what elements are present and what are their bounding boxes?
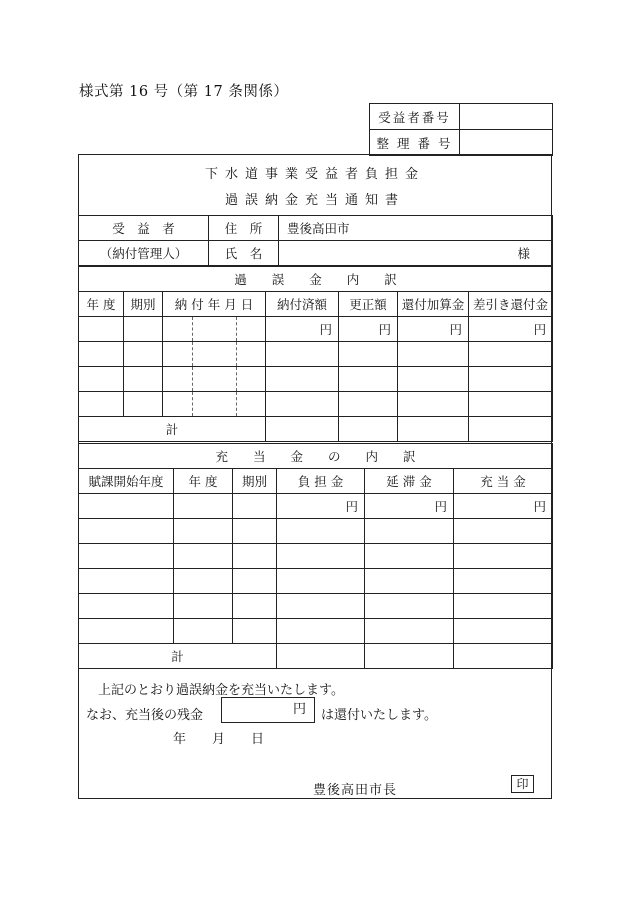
charge-unit[interactable]: 円 bbox=[277, 494, 365, 519]
reference-number-label: 整 理 番 号 bbox=[370, 130, 460, 156]
col-allot-period: 期別 bbox=[233, 469, 277, 494]
col-net-refund: 差引き還付金 bbox=[469, 292, 553, 317]
form-number-label: 様式第 16 号（第 17 条関係） bbox=[79, 84, 289, 100]
col-corrected-amount: 更正額 bbox=[339, 292, 398, 317]
title-line-2: 過誤納金充当通知書 bbox=[224, 193, 405, 208]
remainder-suffix: は還付いたします。 bbox=[321, 708, 437, 723]
table-row bbox=[79, 569, 553, 594]
col-late-fee: 延 滞 金 bbox=[365, 469, 454, 494]
col-period: 期別 bbox=[124, 292, 163, 317]
remainder-amount-field[interactable]: 円 bbox=[221, 697, 315, 723]
reference-number-field[interactable] bbox=[460, 130, 553, 156]
seal-stamp: 印 bbox=[511, 775, 534, 793]
col-paid-amount: 納付済額 bbox=[266, 292, 339, 317]
issue-date[interactable]: 年 月 日 bbox=[173, 732, 265, 747]
name-value[interactable]: 様 bbox=[279, 241, 553, 266]
agent-label: （納付管理人） bbox=[79, 241, 209, 266]
table-row bbox=[79, 594, 553, 619]
table-row bbox=[79, 494, 553, 519]
total-row bbox=[79, 417, 553, 442]
col-payment-date: 納 付 年 月 日 bbox=[163, 292, 266, 317]
table-row bbox=[79, 544, 553, 569]
allotted-unit[interactable]: 円 bbox=[454, 494, 553, 519]
table-row bbox=[79, 519, 553, 544]
name-label: 氏 名 bbox=[209, 241, 279, 266]
address-label: 住 所 bbox=[209, 216, 279, 241]
col-allotted-amount: 充 当 金 bbox=[454, 469, 553, 494]
beneficiary-number-label: 受益者番号 bbox=[370, 104, 460, 130]
overpayment-total-label: 計 bbox=[79, 417, 266, 442]
table-row bbox=[79, 317, 553, 342]
total-row bbox=[79, 644, 553, 669]
allotment-heading: 充 当 金 の 内 訳 bbox=[79, 444, 553, 469]
net-refund-unit[interactable]: 円 bbox=[469, 317, 553, 342]
id-number-table bbox=[369, 103, 553, 156]
overpayment-table bbox=[78, 266, 553, 442]
table-row bbox=[79, 367, 553, 392]
late-fee-unit[interactable]: 円 bbox=[365, 494, 454, 519]
remainder-prefix: なお、充当後の残金 bbox=[86, 708, 204, 723]
allotment-total-label: 計 bbox=[79, 644, 277, 669]
notice-statement: 上記のとおり過誤納金を充当いたします。 bbox=[98, 683, 344, 698]
col-charge: 負 担 金 bbox=[277, 469, 365, 494]
col-allot-year: 年 度 bbox=[174, 469, 233, 494]
party-table bbox=[78, 215, 553, 266]
corrected-unit[interactable]: 円 bbox=[339, 317, 398, 342]
beneficiary-label: 受 益 者 bbox=[79, 216, 209, 241]
col-year: 年 度 bbox=[79, 292, 124, 317]
beneficiary-number-field[interactable] bbox=[460, 104, 553, 130]
allotment-table bbox=[78, 443, 553, 669]
col-refund-addition: 還付加算金 bbox=[398, 292, 469, 317]
overpayment-heading: 過 誤 金 内 訳 bbox=[79, 267, 553, 292]
title-line-1: 下水道事業受益者負担金 bbox=[204, 167, 425, 182]
refund-addition-unit[interactable]: 円 bbox=[398, 317, 469, 342]
paid-unit[interactable]: 円 bbox=[266, 317, 339, 342]
table-row bbox=[79, 342, 553, 367]
col-levy-start-year: 賦課開始年度 bbox=[79, 469, 174, 494]
mayor-title: 豊後高田市長 bbox=[313, 783, 398, 798]
table-row bbox=[79, 392, 553, 417]
address-value[interactable]: 豊後高田市 bbox=[279, 216, 553, 241]
table-row bbox=[79, 619, 553, 644]
